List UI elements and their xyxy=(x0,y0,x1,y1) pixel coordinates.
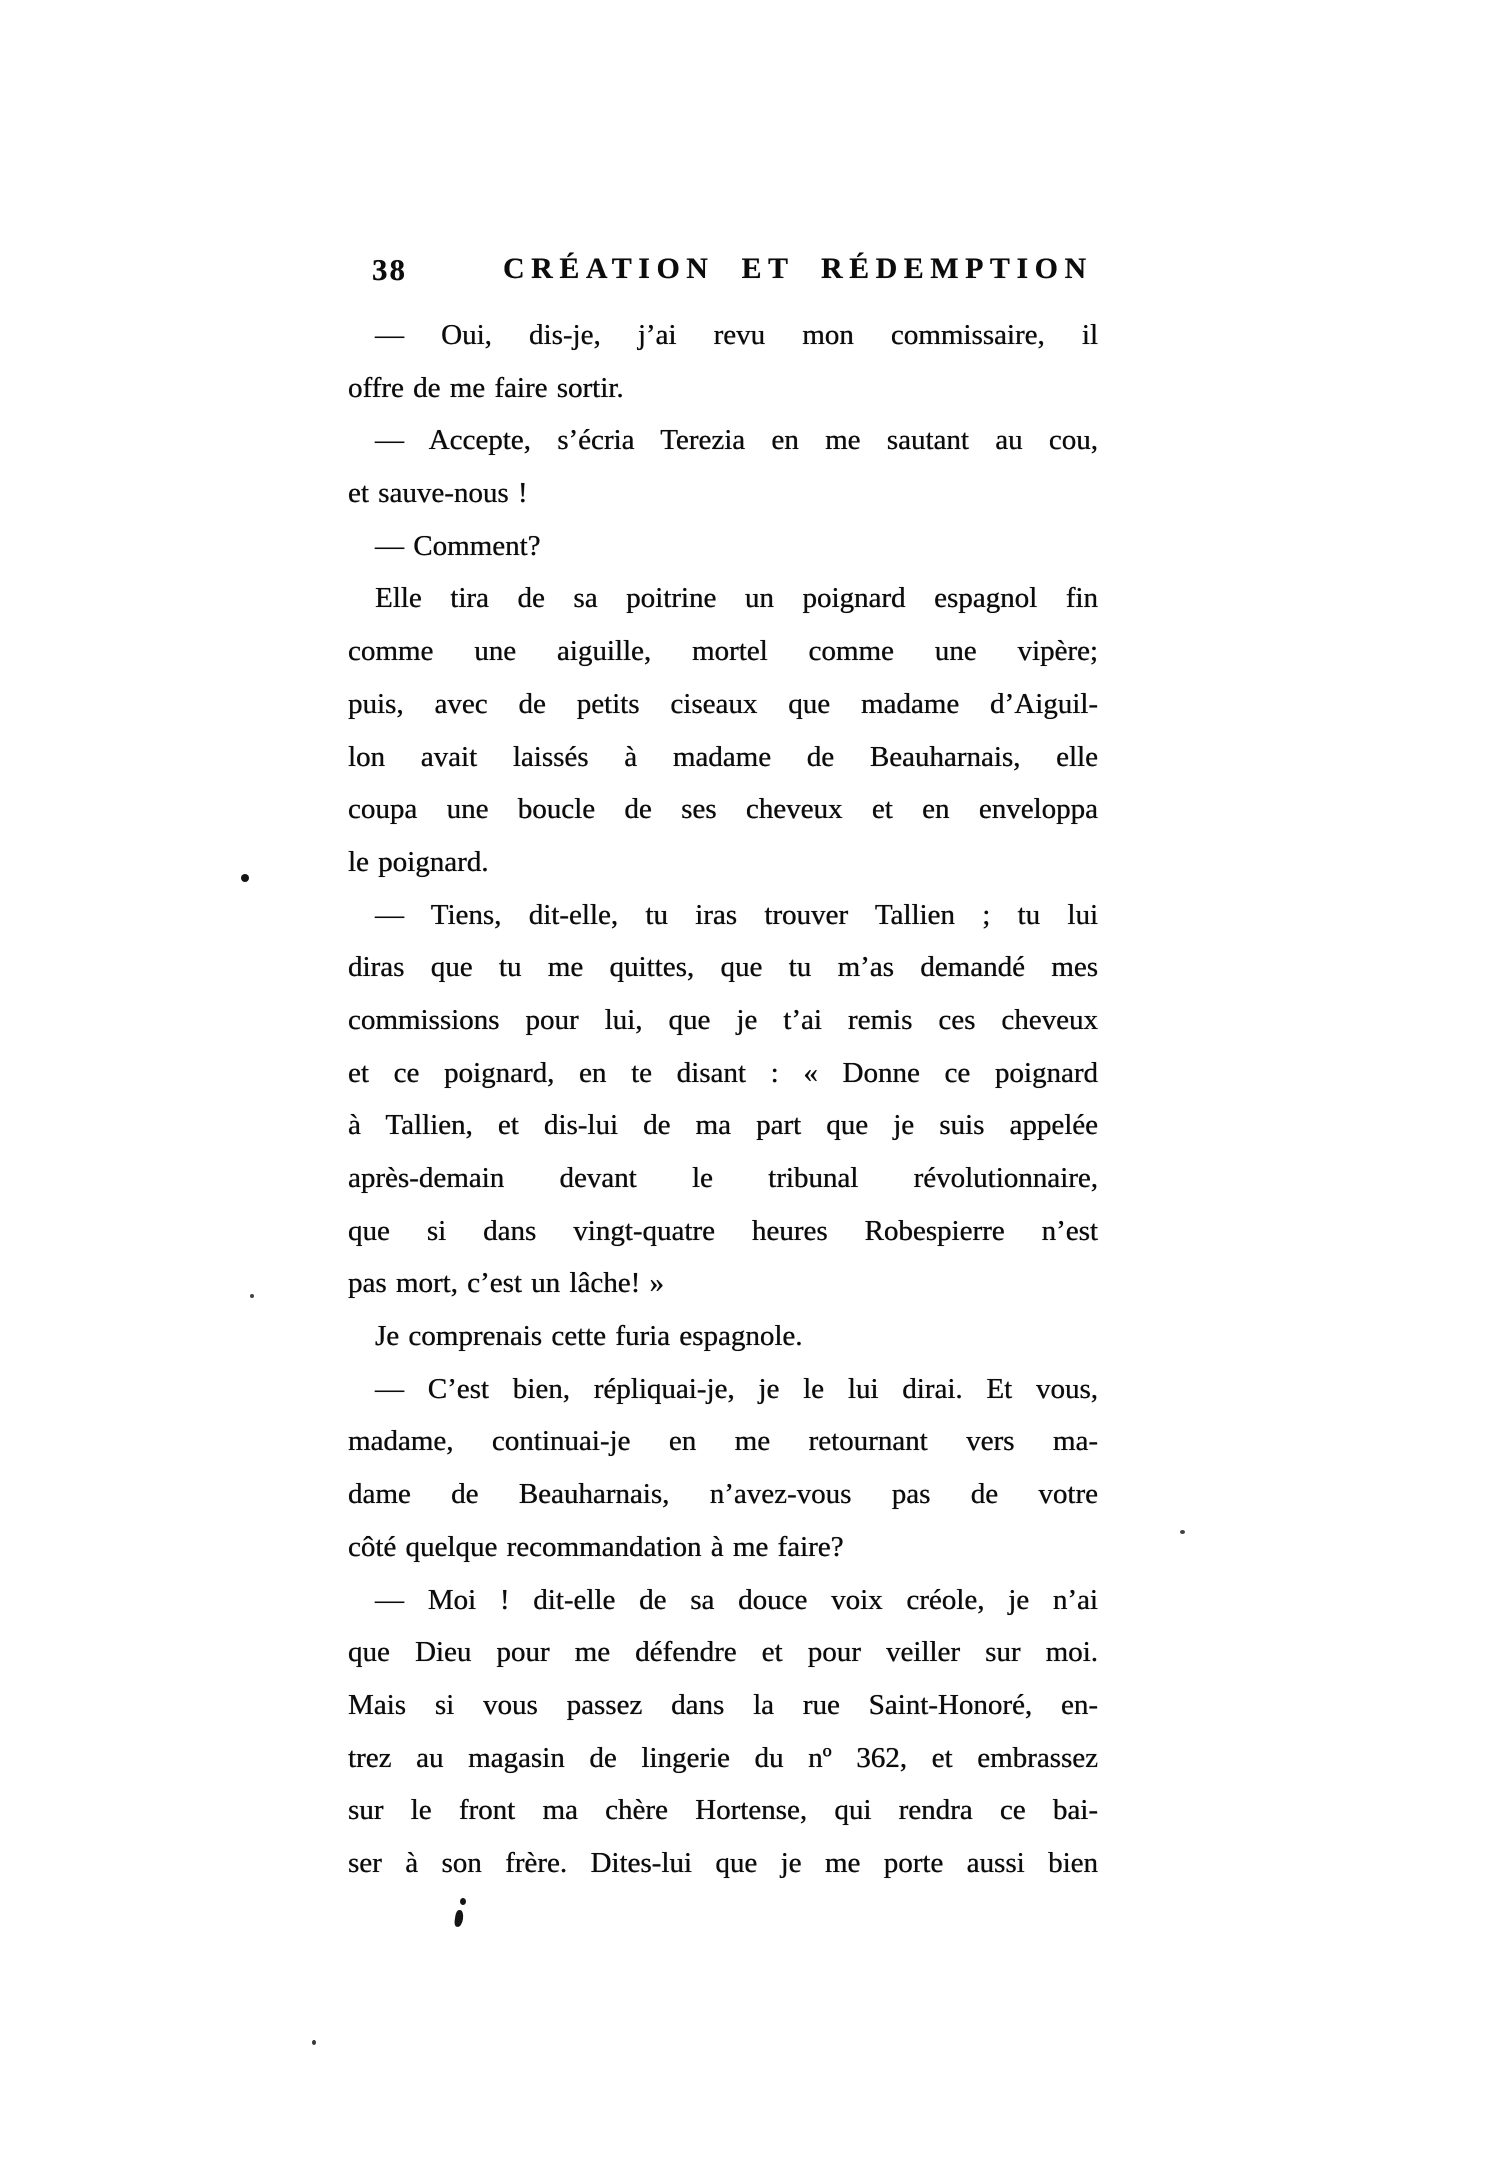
text-line: lon avait laissés à madame de Beauharnais, elle xyxy=(348,740,1098,773)
text-line: que Dieu pour me défendre et pour veiller sur moi. xyxy=(348,1636,1098,1669)
text-line: Elle tira de sa poitrine un poignard espagnol fin xyxy=(375,582,1098,615)
text-line: — Tiens, dit-elle, tu iras trouver Tallien ; tu lui xyxy=(375,898,1098,931)
text-line: sur le front ma chère Hortense, qui rendra ce bai- xyxy=(348,1794,1098,1827)
text-line: que si dans vingt-quatre heures Robespierre n’est xyxy=(348,1214,1098,1247)
text-line: et ce poignard, en te disant : « Donne ce poignard xyxy=(348,1056,1098,1089)
text-line: — Moi ! dit-elle de sa douce voix créole, je n’ai xyxy=(375,1583,1098,1616)
page-number: 38 xyxy=(372,252,407,287)
text-block xyxy=(348,309,1098,1890)
text-line: dame de Beauharnais, n’avez-vous pas de votre xyxy=(348,1478,1098,1511)
ink-speck xyxy=(460,1898,466,1905)
text-line: diras que tu me quittes, que tu m’as demandé mes xyxy=(348,951,1098,984)
running-header xyxy=(0,252,1501,302)
text-line: Mais si vous passez dans la rue Saint-Honoré, en- xyxy=(348,1688,1098,1721)
ink-speck xyxy=(454,1910,464,1928)
text-line: côté quelque recommandation à me faire? xyxy=(348,1530,844,1563)
text-line: trez au magasin de lingerie du nº 362, et embrassez xyxy=(348,1741,1098,1774)
running-title: CRÉATION ET RÉDEMPTION xyxy=(503,252,1093,285)
text-line: Je comprenais cette furia espagnole. xyxy=(375,1320,803,1353)
text-line: commissions pour lui, que je t’ai remis ces cheveux xyxy=(348,1003,1098,1036)
ink-speck xyxy=(241,874,249,882)
text-line: — Oui, dis-je, j’ai revu mon commissaire, il xyxy=(375,319,1098,351)
text-line: offre de me faire sortir. xyxy=(348,371,624,404)
ink-speck xyxy=(312,2040,316,2045)
text-line: — Accepte, s’écria Terezia en me sautant au cou, xyxy=(375,424,1098,457)
text-line: comme une aiguille, mortel comme une vipère; xyxy=(348,635,1098,668)
text-line: à Tallien, et dis-lui de ma part que je suis appelée xyxy=(348,1109,1098,1142)
text-line: et sauve-nous ! xyxy=(348,477,528,510)
text-line: puis, avec de petits ciseaux que madame d’Aiguil- xyxy=(348,687,1098,720)
text-line: après-demain devant le tribunal révolutionnaire, xyxy=(348,1162,1098,1194)
text-line: ser à son frère. Dites-lui que je me porte aussi bien xyxy=(348,1846,1098,1879)
text-line: — Comment? xyxy=(375,529,541,562)
text-line: madame, continuai-je en me retournant vers ma- xyxy=(348,1425,1098,1458)
text-line: pas mort, c’est un lâche! » xyxy=(348,1267,665,1300)
text-line: coupa une boucle de ses cheveux et en enveloppa xyxy=(348,793,1098,826)
text-line: — C’est bien, répliquai-je, je le lui dirai. Et vous, xyxy=(375,1372,1098,1405)
ink-speck xyxy=(1180,1530,1185,1534)
text-line: le poignard. xyxy=(348,845,489,878)
ink-speck xyxy=(250,1294,254,1298)
